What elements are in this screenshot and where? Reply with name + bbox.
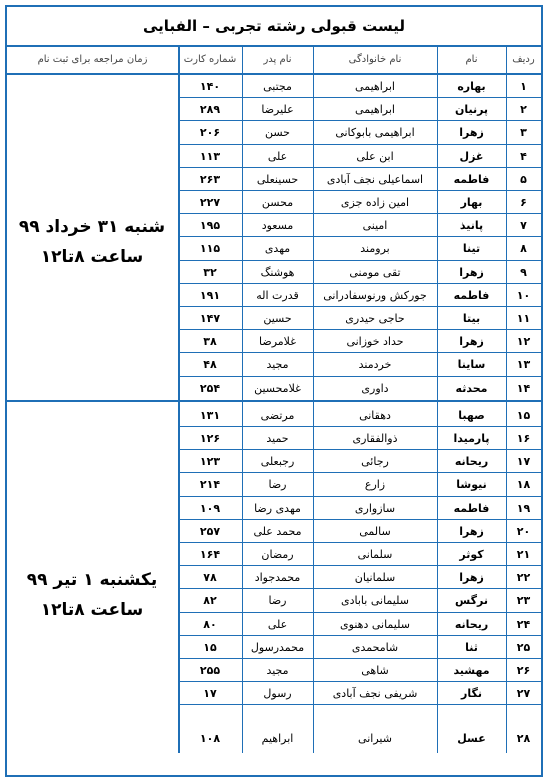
cell-num: ۱۱ (516, 312, 531, 325)
cell-family: سلیمانی بابادی (341, 594, 409, 608)
cell-name: پرنیان (454, 103, 489, 117)
cell-num: ۲۷ (516, 687, 531, 701)
cell-name: کوثر (459, 548, 484, 561)
cell-name: عسل (457, 732, 486, 746)
cell-card: ۲۱۴ (199, 478, 221, 492)
cell-card: ۲۵۴ (199, 381, 221, 395)
cell-father: هوشنگ (260, 265, 295, 279)
group-1-date: شنبه ۳۱ خرداد ۹۹ (18, 217, 166, 237)
cell-name: تینا (462, 242, 481, 256)
cell-name: ثنا (465, 640, 478, 654)
cell-card: ۱۱۵ (199, 242, 221, 256)
cell-family: ذوالفقاری (352, 432, 398, 445)
cell-name: زهرا (459, 265, 484, 279)
cell-num: ۷ (520, 219, 527, 233)
cell-family: شاهی (361, 664, 389, 677)
cell-name: بهاره (457, 80, 486, 93)
cell-card: ۱۴۷ (199, 312, 221, 325)
cell-father: رسول (263, 687, 292, 701)
cell-father: غلامحسین (254, 381, 301, 395)
cell-family: ابراهیمی (355, 103, 395, 117)
cell-father: رضا (268, 478, 287, 492)
cell-card: ۳۲ (203, 265, 217, 279)
cell-family: جورکش ورنوسفادرانی (323, 288, 427, 302)
cell-name: زهرا (459, 571, 484, 585)
cell-father: حسین (263, 312, 292, 325)
header-card-number: شماره کارت (178, 47, 242, 75)
cell-name: غزل (459, 149, 484, 163)
cell-num: ۲۲ (516, 571, 531, 585)
cell-card: ۲۸۹ (199, 103, 221, 117)
cell-num: ۵ (520, 172, 527, 186)
cell-father: رمضان (261, 548, 294, 561)
cell-card: ۲۵۵ (199, 664, 221, 677)
cell-father: رجبعلی (260, 455, 295, 469)
cell-card: ۱۷ (203, 687, 217, 701)
cell-name: ریحانه (454, 455, 489, 469)
cell-father: علیرضا (261, 103, 294, 117)
cell-father: حسینعلی (256, 172, 299, 186)
cell-name: زهرا (459, 524, 484, 538)
cell-card: ۳۸ (203, 335, 217, 349)
cell-family: ابراهیمی (355, 80, 395, 93)
cell-name: فاطمه (453, 288, 490, 302)
cell-name: زهرا (459, 335, 484, 349)
group-2-time (7, 565, 177, 625)
cell-card: ۱۶۴ (199, 548, 221, 561)
cell-card: ۴۸ (203, 358, 217, 372)
cell-card: ۱۰۹ (199, 501, 221, 515)
cell-father: محمدرسول (250, 640, 305, 654)
cell-name: مهشید (453, 664, 490, 677)
column-divider (437, 47, 438, 753)
cell-num: ۴ (520, 149, 527, 163)
cell-family: زارع (364, 478, 386, 492)
page-title: لیست قبولی رشته تجربی – الفبایی (7, 7, 541, 47)
cell-father: غلامرضا (259, 335, 296, 349)
cell-name: نرگس (455, 594, 488, 608)
cell-card: ۱۵ (203, 640, 217, 654)
cell-num: ۲۱ (516, 548, 531, 561)
cell-card: ۲۵۷ (199, 524, 221, 538)
cell-family: حداد خوزانی (346, 335, 404, 349)
cell-name: نگار (461, 687, 482, 701)
column-divider (313, 47, 314, 753)
cell-num: ۱۶ (516, 432, 531, 445)
cell-num: ۱۷ (516, 455, 531, 469)
cell-family: سلمانی (357, 548, 393, 561)
cell-father: حسن (265, 126, 290, 140)
cell-family: دهقانی (359, 408, 391, 422)
column-divider (242, 47, 243, 753)
cell-num: ۲۶ (516, 664, 531, 677)
cell-card: ۲۶۳ (199, 172, 221, 186)
cell-num: ۶ (520, 196, 527, 209)
cell-family: سازواری (354, 501, 396, 515)
cell-family: برومند (360, 242, 390, 256)
cell-father: مجید (266, 358, 289, 372)
cell-card: ۱۹۱ (199, 288, 221, 302)
cell-father: مجید (266, 664, 289, 677)
column-divider (178, 47, 180, 753)
cell-father: مهدی (264, 242, 291, 256)
group-2-hours: ساعت ۸تا۱۲ (40, 600, 144, 620)
group-1-hours: ساعت ۸تا۱۲ (40, 247, 144, 267)
cell-num: ۲۵ (516, 640, 531, 654)
cell-name: ساینا (457, 358, 486, 372)
cell-family: سلمانیان (354, 571, 396, 585)
group-1-time (7, 212, 177, 272)
cell-family: امینی (362, 219, 388, 233)
cell-father: محمدجواد (254, 571, 301, 585)
cell-father: علی (267, 617, 288, 631)
cell-card: ۸۲ (203, 594, 217, 608)
cell-num: ۲۳ (516, 594, 531, 608)
cell-family: شامحمدی (351, 640, 399, 654)
cell-name: ریحانه (454, 617, 489, 631)
cell-num: ۹ (520, 265, 527, 279)
cell-name: نیوشا (456, 478, 487, 492)
cell-card: ۱۴۰ (199, 80, 221, 93)
cell-card: ۱۱۳ (199, 149, 221, 163)
cell-num: ۱۴ (516, 381, 531, 395)
cell-father: رضا (268, 594, 287, 608)
cell-name: زهرا (459, 126, 484, 140)
group-separator (7, 400, 541, 402)
cell-num: ۱۹ (516, 501, 531, 515)
cell-father: مجتبی (263, 80, 292, 93)
cell-family: سالمی (359, 524, 391, 538)
cell-num: ۱۰ (516, 288, 531, 302)
cell-family: رجائی (361, 455, 389, 469)
cell-family: حاجی حیدری (345, 312, 405, 325)
cell-card: ۱۲۶ (199, 432, 221, 445)
cell-father: محسن (261, 196, 294, 209)
cell-num: ۲۸ (516, 732, 531, 746)
cell-num: ۲۰ (516, 524, 531, 538)
cell-num: ۸ (520, 242, 527, 256)
header-registration-time: زمان مراجعه برای ثبت نام (7, 47, 178, 75)
cell-num: ۲۴ (516, 617, 531, 631)
cell-father: حمید (266, 432, 289, 445)
cell-father: مسعود (261, 219, 294, 233)
cell-name: محدثه (455, 381, 488, 395)
cell-card: ۱۲۳ (199, 455, 221, 469)
header-name: نام (437, 47, 506, 75)
cell-family: ابن علی (356, 149, 394, 163)
cell-family: امین زاده جزی (340, 196, 410, 209)
header-family: نام خانوادگی (313, 47, 437, 75)
cell-card: ۲۲۷ (199, 196, 221, 209)
cell-father: قدرت اله (256, 288, 299, 302)
cell-family: شریفی نجف آبادی (332, 687, 418, 701)
cell-card: ۱۳۱ (199, 408, 221, 422)
cell-num: ۲ (520, 103, 527, 117)
cell-card: ۲۰۶ (199, 126, 221, 140)
cell-name: فاطمه (453, 172, 490, 186)
cell-father: محمد علی (253, 524, 302, 538)
cell-family: شیرانی (358, 732, 392, 746)
cell-name: بهار (460, 196, 483, 209)
cell-father: ابراهیم (261, 732, 294, 746)
cell-card: ۸۰ (203, 617, 217, 631)
cell-num: ۱۸ (516, 478, 531, 492)
header-father: نام پدر (242, 47, 313, 75)
cell-card: ۱۰۸ (199, 732, 221, 746)
cell-num: ۳ (520, 126, 527, 140)
cell-family: تقی مومنی (349, 265, 401, 279)
cell-family: خردمند (358, 358, 392, 372)
cell-name: پارمیدا (453, 432, 490, 445)
cell-name: صهبا (458, 408, 485, 422)
cell-name: پانیذ (459, 219, 484, 233)
cell-name: بیتا (462, 312, 481, 325)
cell-father: مرتضی (260, 408, 295, 422)
cell-name: فاطمه (453, 501, 490, 515)
cell-card: ۱۹۵ (199, 219, 221, 233)
cell-family: ابراهیمی بابوکانی (335, 126, 415, 140)
cell-num: ۱۵ (516, 408, 531, 422)
cell-num: ۱ (520, 80, 527, 93)
cell-family: اسماعیلی نجف آبادی (326, 172, 424, 186)
cell-num: ۱۲ (516, 335, 531, 349)
cell-family: داوری (361, 381, 389, 395)
cell-num: ۱۳ (516, 358, 531, 372)
column-divider (506, 47, 507, 753)
cell-card: ۷۸ (203, 571, 217, 585)
group-2-date: یکشنبه ۱ تیر ۹۹ (26, 570, 158, 590)
cell-father: علی (267, 149, 288, 163)
header-row-number: ردیف (506, 47, 541, 75)
cell-family: سلیمانی دهنوی (340, 617, 410, 631)
cell-father: مهدی رضا (254, 501, 301, 515)
